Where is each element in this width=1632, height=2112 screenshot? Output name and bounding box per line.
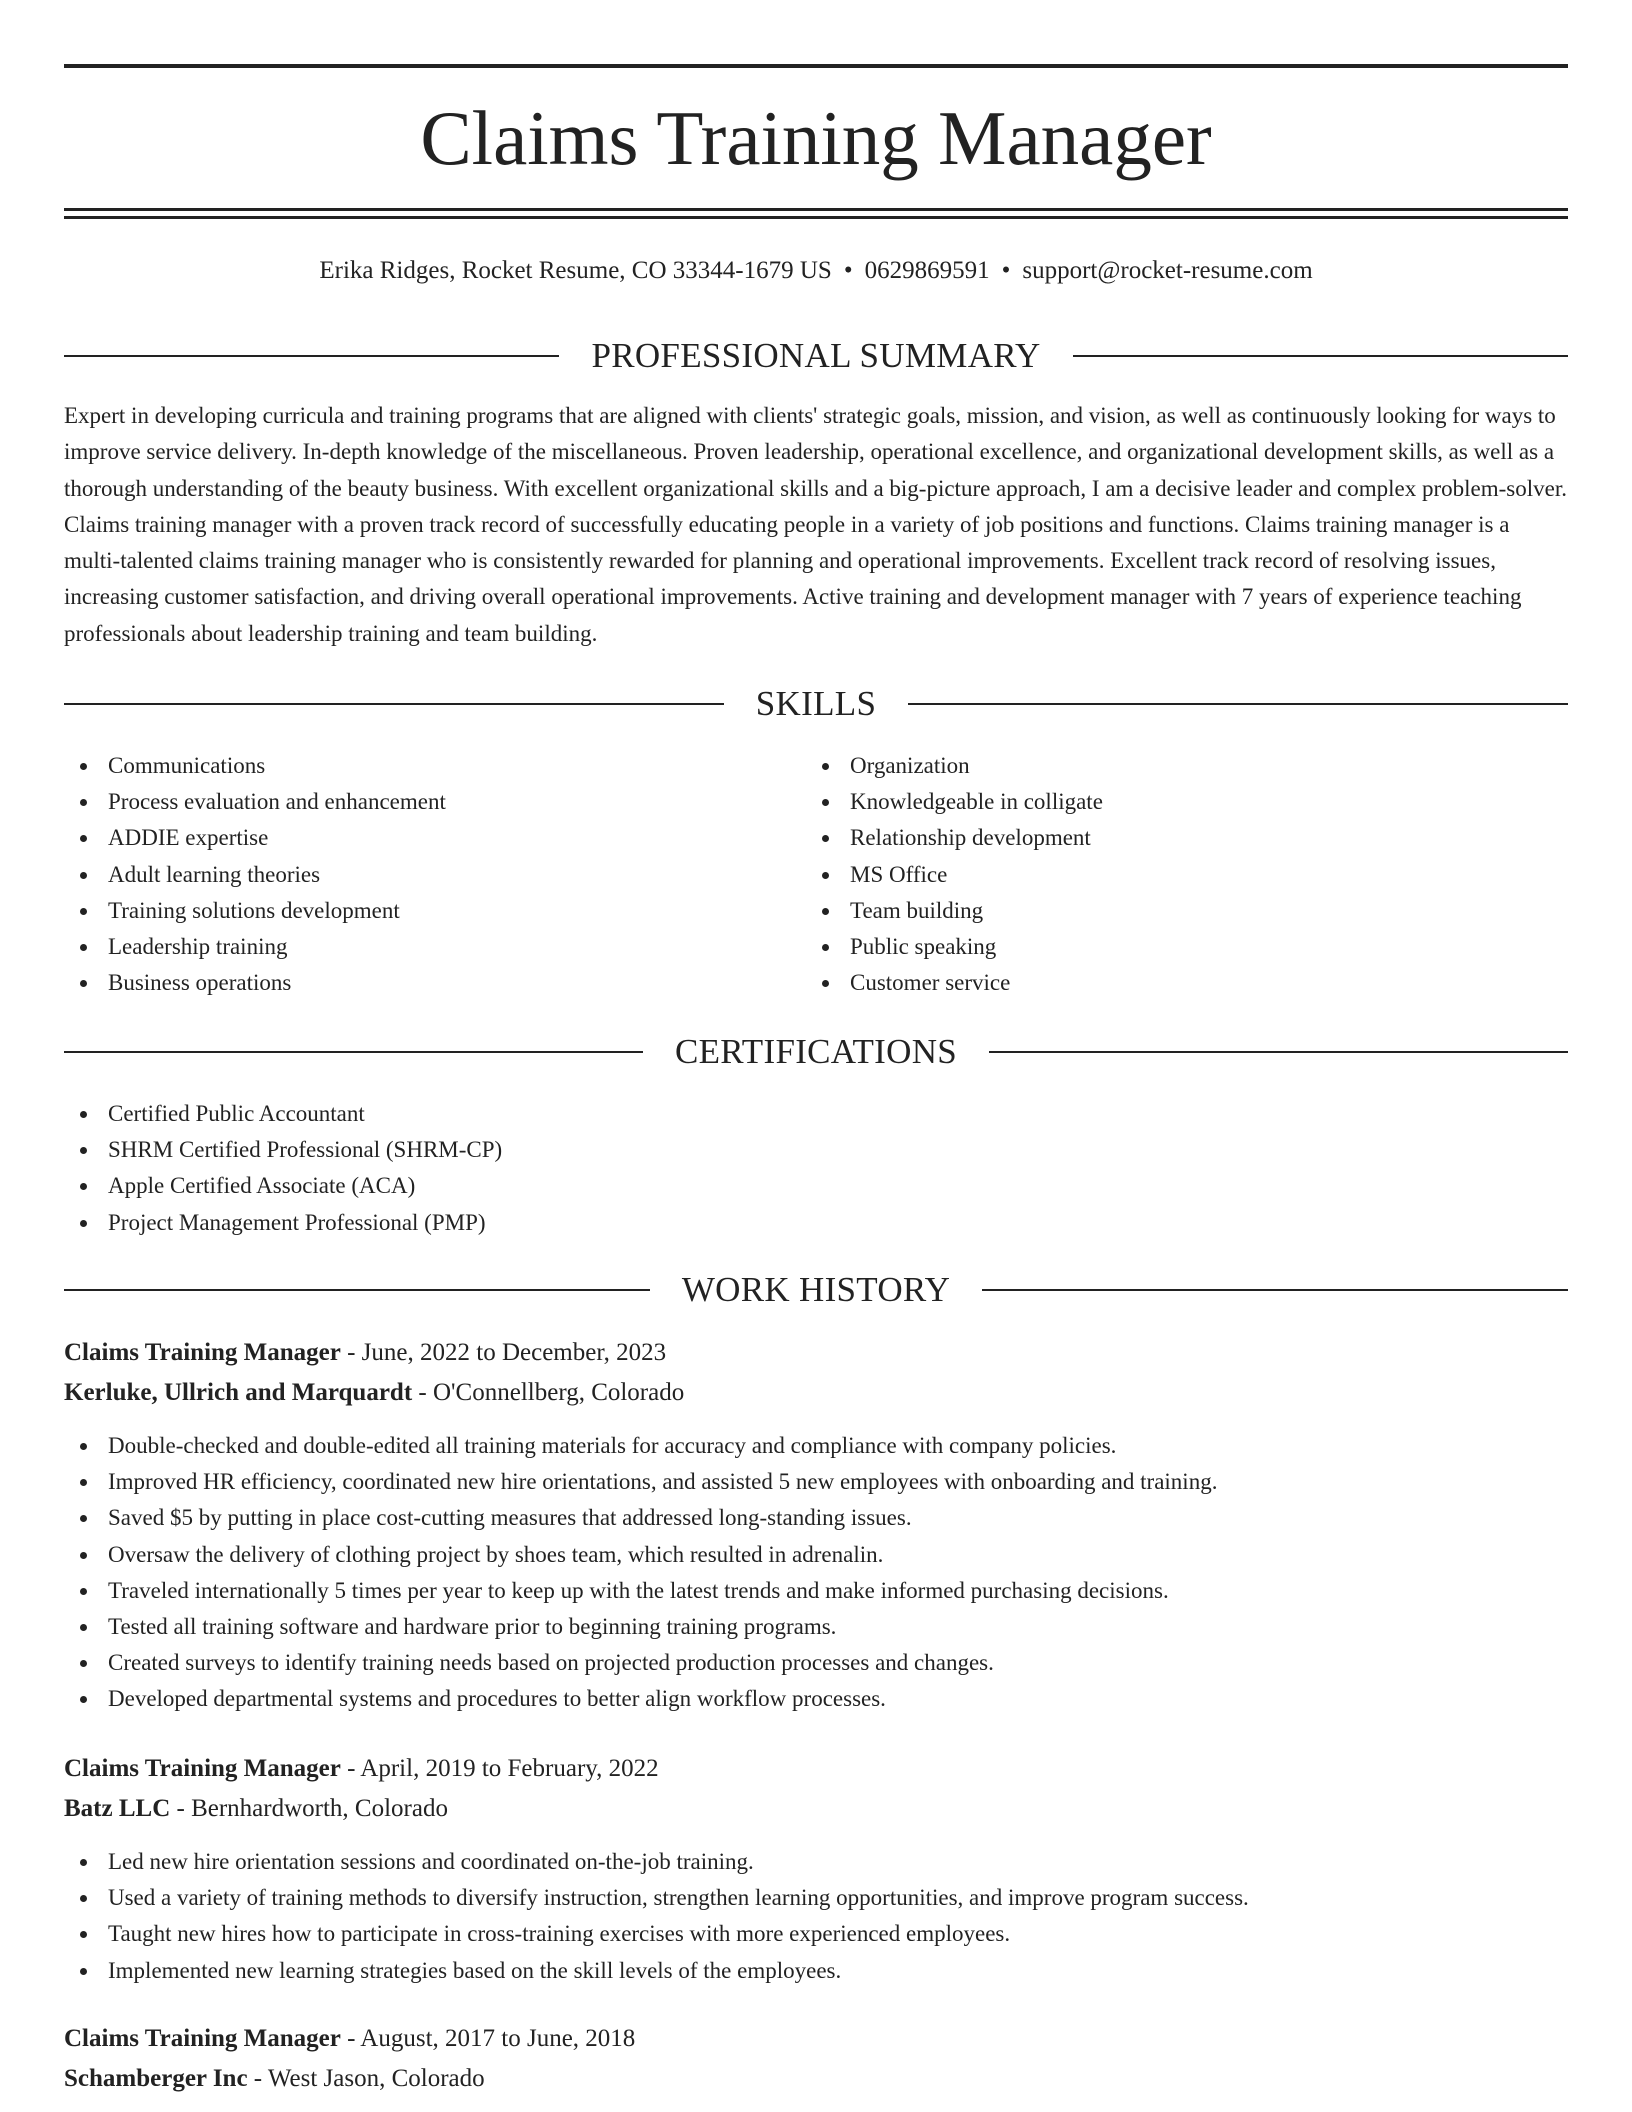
job-location: - West Jason, Colorado	[247, 2065, 485, 2092]
skills-heading	[64, 682, 1568, 726]
heading-rule-left	[64, 355, 559, 357]
skill-item: Business operations	[64, 965, 804, 1001]
contact-separator: •	[1001, 257, 1011, 284]
contact-email: support@rocket-resume.com	[1022, 257, 1313, 284]
job-title-line	[64, 2022, 1568, 2056]
job-bullets	[64, 1428, 1568, 1718]
header-rule-upper	[64, 208, 1568, 211]
job-bullet: Created surveys to identify training needs based on projected production processes and changes.	[64, 1645, 1568, 1681]
job-company-line	[64, 2062, 1568, 2096]
skill-item: Team building	[806, 893, 1546, 929]
contact-separator: •	[843, 257, 853, 284]
job-company-line	[64, 1792, 1568, 1826]
job-bullet: Oversaw the delivery of clothing project by shoes team, which resulted in adrenalin.	[64, 1537, 1568, 1573]
skill-item: ADDIE expertise	[64, 820, 804, 856]
skill-item: Organization	[806, 748, 1546, 784]
job-bullets	[64, 1844, 1568, 1989]
job-company-line	[64, 1376, 1568, 1410]
job-bullet: Improved HR efficiency, coordinated new hire orientations, and assisted 5 new employees with onboarding and training.	[64, 1464, 1568, 1500]
skill-item: Public speaking	[806, 929, 1546, 965]
job-title: Claims Training Manager	[64, 1339, 341, 1366]
skill-item: Relationship development	[806, 820, 1546, 856]
job-bullet: Taught new hires how to participate in cross-training exercises with more experienced employees.	[64, 1916, 1568, 1952]
skill-item: Process evaluation and enhancement	[64, 784, 804, 820]
job-bullet: Tested all training software and hardware prior to beginning training programs.	[64, 1609, 1568, 1645]
heading-rule-right	[1073, 355, 1568, 357]
certification-item: SHRM Certified Professional (SHRM-CP)	[64, 1132, 1568, 1168]
job-title-line	[64, 1336, 1568, 1370]
certification-item: Certified Public Accountant	[64, 1096, 1568, 1132]
job-bullet: Implemented new learning strategies based on the skill levels of the employees.	[64, 1953, 1568, 1989]
header-rule-lower	[64, 216, 1568, 219]
job-bullet: Developed departmental systems and procedures to better align workflow processes.	[64, 1681, 1568, 1717]
skills-list-right	[806, 748, 1546, 1001]
skill-item: Adult learning theories	[64, 857, 804, 893]
job-company: Batz LLC	[64, 1795, 171, 1822]
job-bullet: Led new hire orientation sessions and coordinated on-the-job training.	[64, 1844, 1568, 1880]
job-bullet: Double-checked and double-edited all training materials for accuracy and compliance with company policies.	[64, 1428, 1568, 1464]
certifications-list	[64, 1096, 1568, 1241]
skill-item: Customer service	[806, 965, 1546, 1001]
skill-item: Training solutions development	[64, 893, 804, 929]
section-title: CERTIFICATIONS	[674, 1032, 958, 1071]
job-bullet: Used a variety of training methods to diversify instruction, strengthen learning opportunities, and improve program success.	[64, 1880, 1568, 1916]
job-dates: - August, 2017 to June, 2018	[340, 2025, 636, 2052]
job-company: Schamberger Inc	[64, 2065, 248, 2092]
heading-rule-left	[64, 1289, 650, 1291]
section-title: WORK HISTORY	[681, 1270, 951, 1309]
contact-address: Erika Ridges, Rocket Resume, CO 33344-1679 US	[319, 257, 832, 284]
section-title: PROFESSIONAL SUMMARY	[591, 336, 1041, 375]
job-bullet: Traveled internationally 5 times per year to keep up with the latest trends and make informed purchasing decisions.	[64, 1573, 1568, 1609]
contact-phone: 0629869591	[864, 257, 990, 284]
job-location: - Bernhardworth, Colorado	[170, 1795, 448, 1822]
job-title: Claims Training Manager	[64, 1755, 341, 1782]
certification-item: Project Management Professional (PMP)	[64, 1205, 1568, 1241]
skill-item: Communications	[64, 748, 804, 784]
job-dates: - June, 2022 to December, 2023	[340, 1339, 667, 1366]
resume-title: Claims Training Manager	[420, 95, 1212, 181]
work-history-heading	[64, 1268, 1568, 1312]
summary-heading	[64, 334, 1568, 378]
heading-rule-left	[64, 1051, 643, 1053]
heading-rule-right	[989, 1051, 1568, 1053]
top-rule	[64, 64, 1568, 68]
skills-list-left	[64, 748, 804, 1001]
section-title: SKILLS	[755, 684, 877, 723]
skill-item: Knowledgeable in colligate	[806, 784, 1546, 820]
skill-item: Leadership training	[64, 929, 804, 965]
heading-rule-right	[908, 703, 1568, 705]
job-company: Kerluke, Ullrich and Marquardt	[64, 1379, 413, 1406]
job-dates: - April, 2019 to February, 2022	[340, 1755, 659, 1782]
skill-item: MS Office	[806, 857, 1546, 893]
contact-line	[64, 255, 1568, 287]
job-title-line	[64, 1752, 1568, 1786]
job-title: Claims Training Manager	[64, 2025, 341, 2052]
job-bullet: Saved $5 by putting in place cost-cutting measures that addressed long-standing issues.	[64, 1500, 1568, 1536]
heading-rule-left	[64, 703, 724, 705]
summary-text: Expert in developing curricula and training programs that are aligned with clients' strategic goals, mission, and vision, as well as continuously looking for ways to improve service delivery. In-depth knowledge of the miscellaneous. Proven leadership, operational excellence, and organizational development skills, as well as a thorough understanding of the beauty business. With excellent organizational skills and a big-picture approach, I am a decisive leader and complex problem-solver. Claims training manager with a proven track record of successfully educating people in a variety of job positions and functions. Claims training manager is a multi-talented claims training manager who is consistently rewarded for planning and operational improvements. Excellent track record of resolving issues, increasing customer satisfaction, and driving overall operational improvements. Active training and development manager with 7 years of experience teaching professionals about leadership training and team building.	[64, 403, 1567, 646]
certifications-heading	[64, 1030, 1568, 1074]
job-location: - O'Connellberg, Colorado	[412, 1379, 685, 1406]
heading-rule-right	[982, 1289, 1568, 1291]
certification-item: Apple Certified Associate (ACA)	[64, 1168, 1568, 1204]
